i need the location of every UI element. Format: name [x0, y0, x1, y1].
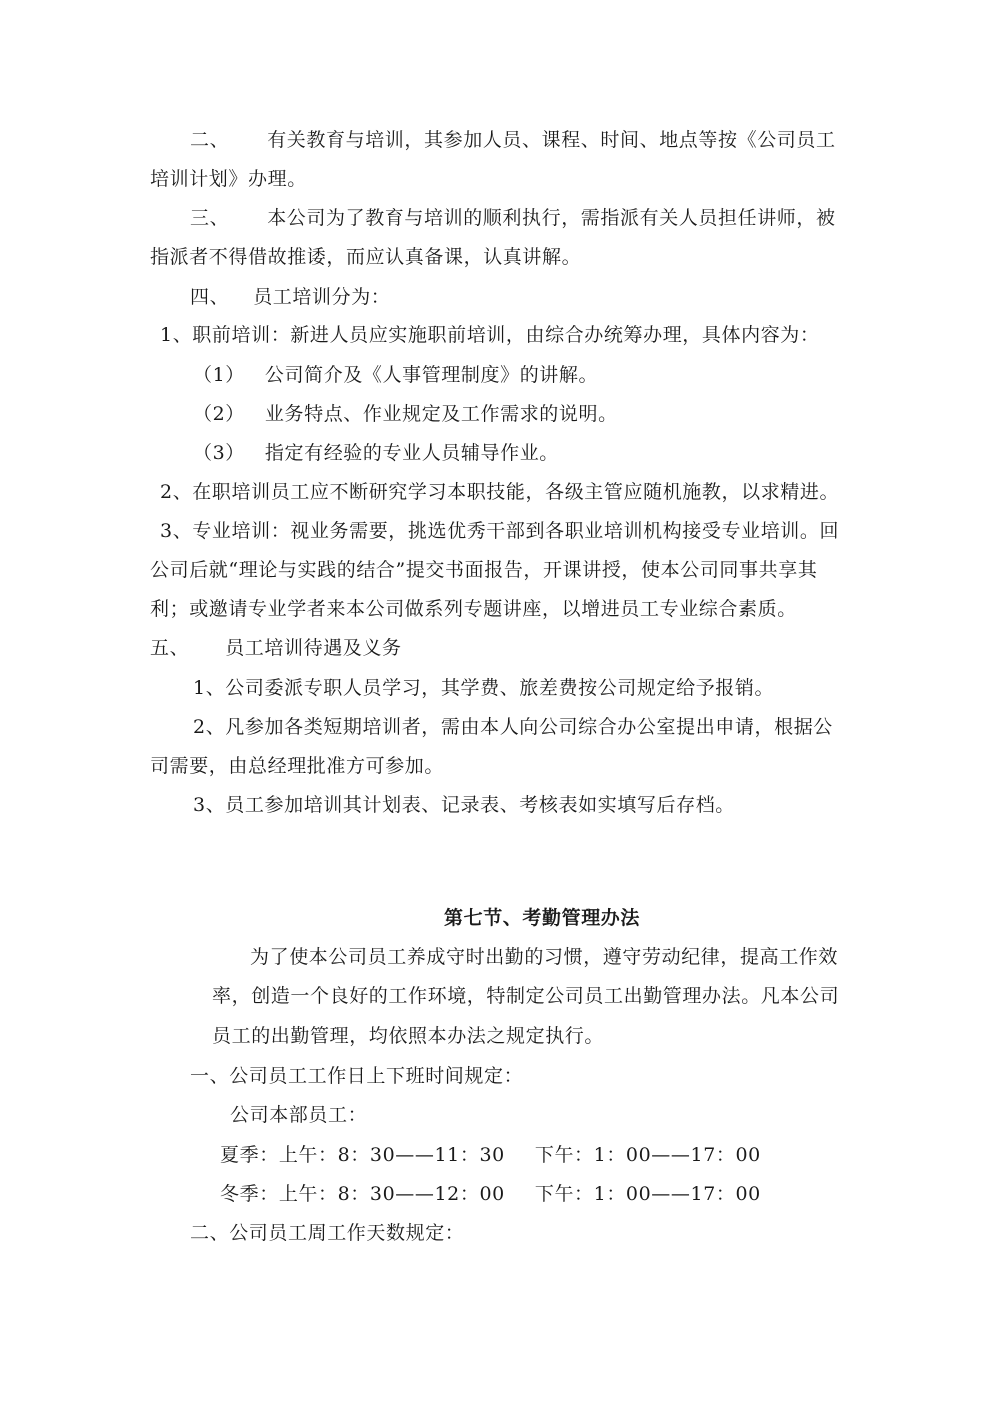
summer-label: 夏季：: [220, 1144, 279, 1166]
duty-2-line-2: 司需要，由总经理批准方可参加。: [150, 755, 445, 777]
item-5-line: [150, 636, 402, 660]
item-2-line-2: 培训计划》办理。: [150, 168, 307, 190]
duty-3: 3、员工参加培训其计划表、记录表、考核表如实填写后存档。: [193, 794, 735, 816]
item-2-number: 二、: [190, 129, 230, 151]
summer-morning: 上午：8：30——11：30: [278, 1144, 505, 1166]
staff-label: 公司本部员工：: [230, 1104, 368, 1126]
section-title: 第七节、考勤管理办法: [444, 907, 641, 929]
intro-line-2: 率，创造一个良好的工作环境，特制定公司员工出勤管理办法。凡本公司: [212, 985, 840, 1007]
winter-afternoon: 下午：1：00——17：00: [534, 1183, 761, 1205]
item-3-text: 本公司为了教育与培训的顺利执行，需指派有关人员担任讲师，被: [267, 207, 836, 229]
item-5-text: 员工培训待遇及义务: [225, 637, 402, 659]
item-3-line-1: [190, 206, 836, 230]
sub-item-3: [193, 441, 559, 465]
sub-item-1-text: 公司简介及《人事管理制度》的讲解。: [264, 364, 599, 386]
pre-job-training: 1、职前培训：新进人员应实施职前培训，由综合办统筹办理，具体内容为：: [160, 324, 820, 346]
professional-training-line-3: 利；或邀请专业学者来本公司做系列专题讲座，以增进员工专业综合素质。: [150, 598, 797, 620]
sub-item-2: [193, 402, 618, 426]
item-3-line-2: 指派者不得借故推诿，而应认真备课，认真讲解。: [150, 246, 582, 268]
item-2-line-1: [190, 128, 836, 152]
intro-line-3: 员工的出勤管理，均依照本办法之规定执行。: [212, 1025, 605, 1047]
sub-item-3-text: 指定有经验的专业人员辅导作业。: [264, 442, 559, 464]
on-job-training: 2、在职培训员工应不断研究学习本职技能，各级主管应随机施教，以求精进。: [160, 481, 840, 503]
sub-item-2-number: （2）: [193, 403, 245, 425]
item-4-text: 员工培训分为：: [253, 286, 391, 308]
summer-afternoon: 下午：1：00——17：00: [534, 1144, 761, 1166]
item-5-number: 五、: [150, 637, 190, 659]
intro-line-1: 为了使本公司员工养成守时出勤的习惯，遵守劳动纪律，提高工作效: [250, 946, 839, 968]
sub-item-3-number: （3）: [193, 442, 245, 464]
professional-training-line-2: 公司后就“理论与实践的结合”提交书面报告，开课讲授，使本公司同事共享其: [150, 559, 818, 581]
item-4-line: [190, 285, 390, 309]
summer-schedule: [220, 1143, 761, 1167]
winter-morning: 上午：8：30——12：00: [278, 1183, 505, 1205]
sub-item-2-text: 业务特点、作业规定及工作需求的说明。: [264, 403, 618, 425]
item-3-number: 三、: [190, 207, 230, 229]
sub-item-1: [193, 363, 598, 387]
item-2-text: 有关教育与培训，其参加人员、课程、时间、地点等按《公司员工: [267, 129, 836, 151]
rule-1: 一、公司员工工作日上下班时间规定：: [190, 1065, 524, 1087]
winter-schedule: [220, 1182, 761, 1206]
rule-2: 二、公司员工周工作天数规定：: [190, 1222, 465, 1244]
duty-2-line-1: 2、凡参加各类短期培训者，需由本人向公司综合办公室提出申请，根据公: [193, 716, 833, 738]
duty-1: 1、公司委派专职人员学习，其学费、旅差费按公司规定给予报销。: [193, 677, 775, 699]
winter-label: 冬季：: [220, 1183, 279, 1205]
item-4-number: 四、: [190, 286, 230, 308]
sub-item-1-number: （1）: [193, 364, 245, 386]
professional-training-line-1: 3、专业培训：视业务需要，挑选优秀干部到各职业培训机构接受专业培训。回: [160, 520, 840, 542]
